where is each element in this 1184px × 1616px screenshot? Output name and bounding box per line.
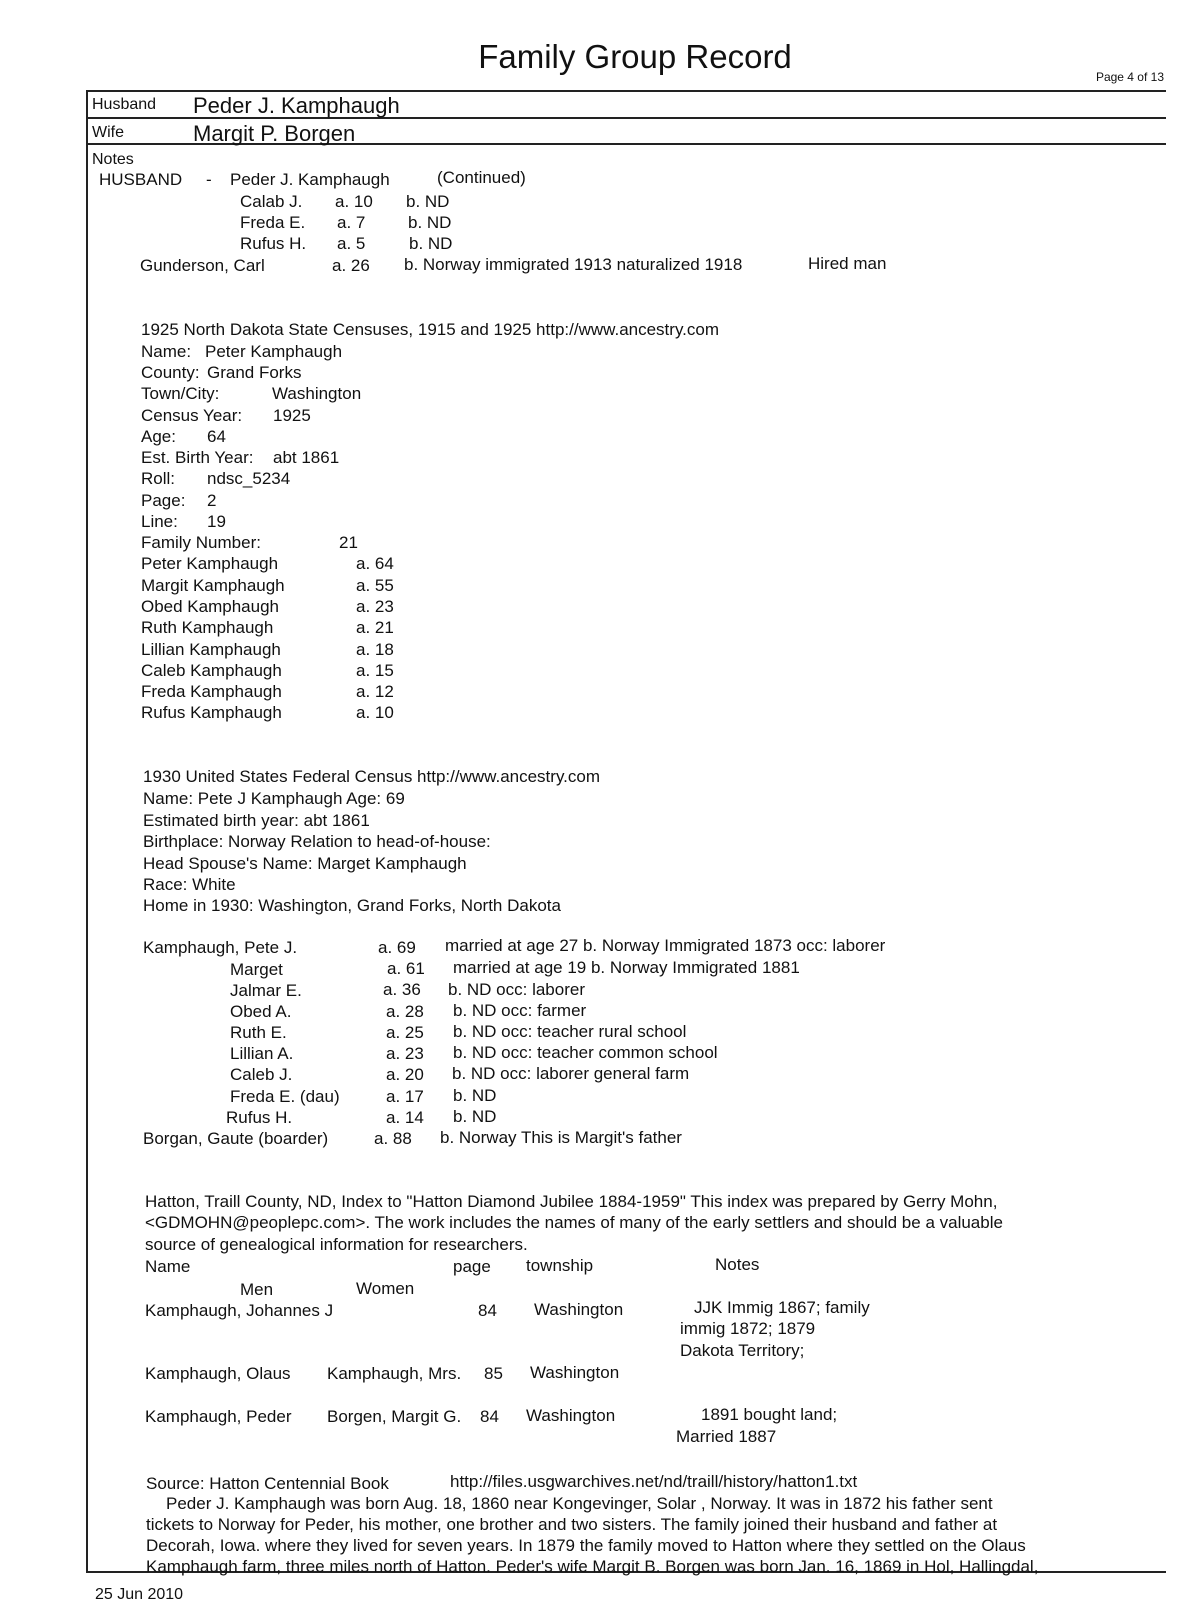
household-details: b. Norway This is Margit's father (440, 1128, 682, 1147)
child-birth: b. ND (406, 192, 450, 211)
household-name: Kamphaugh, Pete J. (143, 938, 298, 957)
child-age: a. 5 (337, 234, 366, 253)
field-value: 2 (207, 491, 217, 510)
census-1930-line: Name: Pete J Kamphaugh Age: 69 (143, 789, 405, 808)
hired-age: a. 26 (332, 256, 370, 275)
household-name: Caleb J. (230, 1065, 293, 1084)
census-1930-line: 1930 United States Federal Census http://www.ancestry.com (143, 767, 601, 786)
hatton-note: JJK Immig 1867; family (694, 1298, 870, 1317)
household-details: b. ND occ: laborer general farm (452, 1064, 690, 1083)
field-label: Age: (141, 427, 176, 446)
child-birth: b. ND (408, 213, 452, 232)
field-value: Peter Kamphaugh (205, 342, 343, 361)
hatton-intro-line: source of genealogical information for researchers. (145, 1235, 528, 1254)
hired-details: b. Norway immigrated 1913 naturalized 1918 (404, 255, 743, 274)
page-title: Family Group Record (478, 38, 792, 75)
census-1925-heading: 1925 North Dakota State Censuses, 1915 and 1925 http://www.ancestry.com (141, 320, 720, 339)
source-label: Source: Hatton Centennial Book (146, 1474, 389, 1493)
page-number: Page 4 of 13 (1095, 70, 1164, 84)
field-value: 21 (339, 533, 358, 552)
husband-section-label: HUSBAND (99, 170, 183, 189)
husband-section-name: Peder J. Kamphaugh (230, 170, 390, 189)
household-details: b. ND (453, 1107, 497, 1126)
household-age: a. 25 (386, 1023, 424, 1042)
household-name: Ruth E. (230, 1023, 287, 1042)
household-details: b. ND (453, 1086, 497, 1105)
member-age: a. 15 (356, 661, 394, 680)
member-name: Peter Kamphaugh (141, 554, 279, 573)
source-line: Decorah, Iowa. where they lived for seven years. In 1879 the family moved to Hatton where they settled on the Olaus (146, 1536, 1026, 1555)
field-label: Page: (141, 491, 186, 510)
source-line: tickets to Norway for Peder, his mother, one brother and two sisters. The family joined their husband and father at (146, 1515, 998, 1534)
hatton-intro-line: Hatton, Traill County, ND, Index to "Hatton Diamond Jubilee 1884-1959" This index was prepared by Gerry Mohn, (145, 1192, 998, 1211)
household-details: b. ND occ: laborer (448, 980, 585, 999)
husband-name: Peder J. Kamphaugh (193, 93, 400, 118)
household-details: married at age 19 b. Norway Immigrated 1881 (453, 958, 800, 977)
household-name: Marget (230, 960, 283, 979)
member-age: a. 64 (356, 554, 394, 573)
top-rule (86, 90, 1166, 92)
notes-label: Notes (92, 151, 134, 168)
member-name: Freda Kamphaugh (141, 682, 282, 701)
household-details: b. ND occ: teacher rural school (453, 1022, 687, 1041)
member-age: a. 10 (356, 703, 394, 722)
child-name: Calab J. (240, 192, 303, 211)
household-details: married at age 27 b. Norway Immigrated 1873 occ: laborer (445, 936, 886, 955)
household-age: a. 23 (386, 1044, 424, 1063)
source-line: Kamphaugh farm, three miles north of Hatton. Peder's wife Margit B. Borgen was born Jan. 16, 1869 in Hol, Hallingdal, (146, 1557, 1039, 1576)
hatton-note: immig 1872; 1879 (680, 1319, 816, 1338)
household-age: a. 20 (386, 1065, 424, 1084)
member-name: Obed Kamphaugh (141, 597, 279, 616)
member-age: a. 12 (356, 682, 394, 701)
hatton-township: Washington (526, 1406, 616, 1425)
col-page-header: page (453, 1257, 491, 1276)
col-men-header: Men (240, 1280, 274, 1299)
member-age: a. 23 (356, 597, 394, 616)
census-1930-line: Race: White (143, 875, 236, 894)
household-age: a. 88 (374, 1129, 412, 1148)
continued-label: (Continued) (437, 168, 526, 187)
husband-label: Husband (92, 96, 157, 113)
household-name: Lillian A. (230, 1044, 294, 1063)
wife-name: Margit P. Borgen (193, 121, 356, 146)
field-label: Roll: (141, 469, 176, 488)
col-women-header: Women (356, 1279, 415, 1298)
household-age: a. 36 (383, 980, 421, 999)
child-birth: b. ND (409, 234, 453, 253)
household-age: a. 28 (386, 1002, 424, 1021)
household-age: a. 14 (386, 1108, 424, 1127)
household-name: Obed A. (230, 1002, 292, 1021)
hatton-note: Dakota Territory; (680, 1341, 805, 1360)
hatton-page: 84 (480, 1407, 499, 1426)
member-age: a. 55 (356, 576, 394, 595)
child-age: a. 10 (335, 192, 373, 211)
member-name: Rufus Kamphaugh (141, 703, 282, 722)
hatton-township: Washington (530, 1363, 620, 1382)
child-age: a. 7 (337, 213, 366, 232)
child-name: Rufus H. (240, 234, 307, 253)
household-age: a. 61 (387, 959, 425, 978)
member-name: Caleb Kamphaugh (141, 661, 282, 680)
household-details: b. ND occ: farmer (453, 1001, 587, 1020)
census-1930-line: Estimated birth year: abt 1861 (143, 811, 370, 830)
left-border (86, 91, 88, 1573)
col-township-header: township (526, 1256, 594, 1275)
source-url: http://files.usgwarchives.net/nd/traill/history/hatton1.txt (450, 1472, 858, 1491)
household-name: Freda E. (dau) (230, 1087, 340, 1106)
census-1930-line: Head Spouse's Name: Marget Kamphaugh (143, 854, 467, 873)
member-age: a. 21 (356, 618, 394, 637)
hatton-women: Borgen, Margit G. (327, 1407, 462, 1426)
census-1930-line: Home in 1930: Washington, Grand Forks, North Dakota (143, 896, 561, 915)
field-value: ndsc_5234 (207, 469, 291, 488)
field-label: Name: (141, 342, 192, 361)
field-label: County: (141, 363, 200, 382)
member-age: a. 18 (356, 640, 394, 659)
field-label: Est. Birth Year: (141, 448, 254, 467)
footer-date: 25 Jun 2010 (95, 1586, 184, 1603)
wife-label: Wife (92, 124, 124, 141)
field-value: 1925 (273, 406, 311, 425)
hired-role: Hired man (808, 254, 887, 273)
field-value: Washington (272, 384, 362, 403)
husband-section-dash: - (206, 170, 212, 189)
source-line: Peder J. Kamphaugh was born Aug. 18, 1860 near Kongevinger, Solar , Norway. It was in 1872 his father sent (166, 1494, 993, 1513)
member-name: Margit Kamphaugh (141, 576, 285, 595)
field-value: abt 1861 (273, 448, 340, 467)
hatton-note: 1891 bought land; (701, 1405, 838, 1424)
field-label: Line: (141, 512, 178, 531)
field-value: Grand Forks (207, 363, 302, 382)
household-details: b. ND occ: teacher common school (453, 1043, 718, 1062)
field-value: 19 (207, 512, 226, 531)
household-name: Jalmar E. (230, 981, 302, 1000)
household-name: Rufus H. (226, 1108, 293, 1127)
hatton-women: Kamphaugh, Mrs. (327, 1364, 462, 1383)
hatton-intro-line: <GDMOHN@peoplepc.com>. The work includes the names of many of the early settlers and should be a valuable (145, 1213, 1003, 1232)
census-1930-line: Birthplace: Norway Relation to head-of-house: (143, 832, 491, 851)
household-name: Borgan, Gaute (boarder) (143, 1129, 329, 1148)
hatton-township: Washington (534, 1300, 624, 1319)
field-value: 64 (207, 427, 226, 446)
child-name: Freda E. (240, 213, 306, 232)
hatton-men: Kamphaugh, Olaus (145, 1364, 291, 1383)
hatton-men: Kamphaugh, Johannes J (145, 1301, 334, 1320)
col-notes-header: Notes (715, 1255, 760, 1274)
field-label: Town/City: (141, 384, 220, 403)
hatton-page: 84 (478, 1301, 497, 1320)
field-label: Census Year: (141, 406, 243, 425)
hatton-note: Married 1887 (676, 1427, 777, 1446)
col-name-header: Name (145, 1257, 191, 1276)
household-age: a. 69 (378, 938, 416, 957)
field-label: Family Number: (141, 533, 261, 552)
hatton-men: Kamphaugh, Peder (145, 1407, 292, 1426)
hatton-page: 85 (484, 1364, 503, 1383)
hired-name: Gunderson, Carl (140, 256, 265, 275)
member-name: Lillian Kamphaugh (141, 640, 281, 659)
household-age: a. 17 (386, 1087, 424, 1106)
member-name: Ruth Kamphaugh (141, 618, 274, 637)
